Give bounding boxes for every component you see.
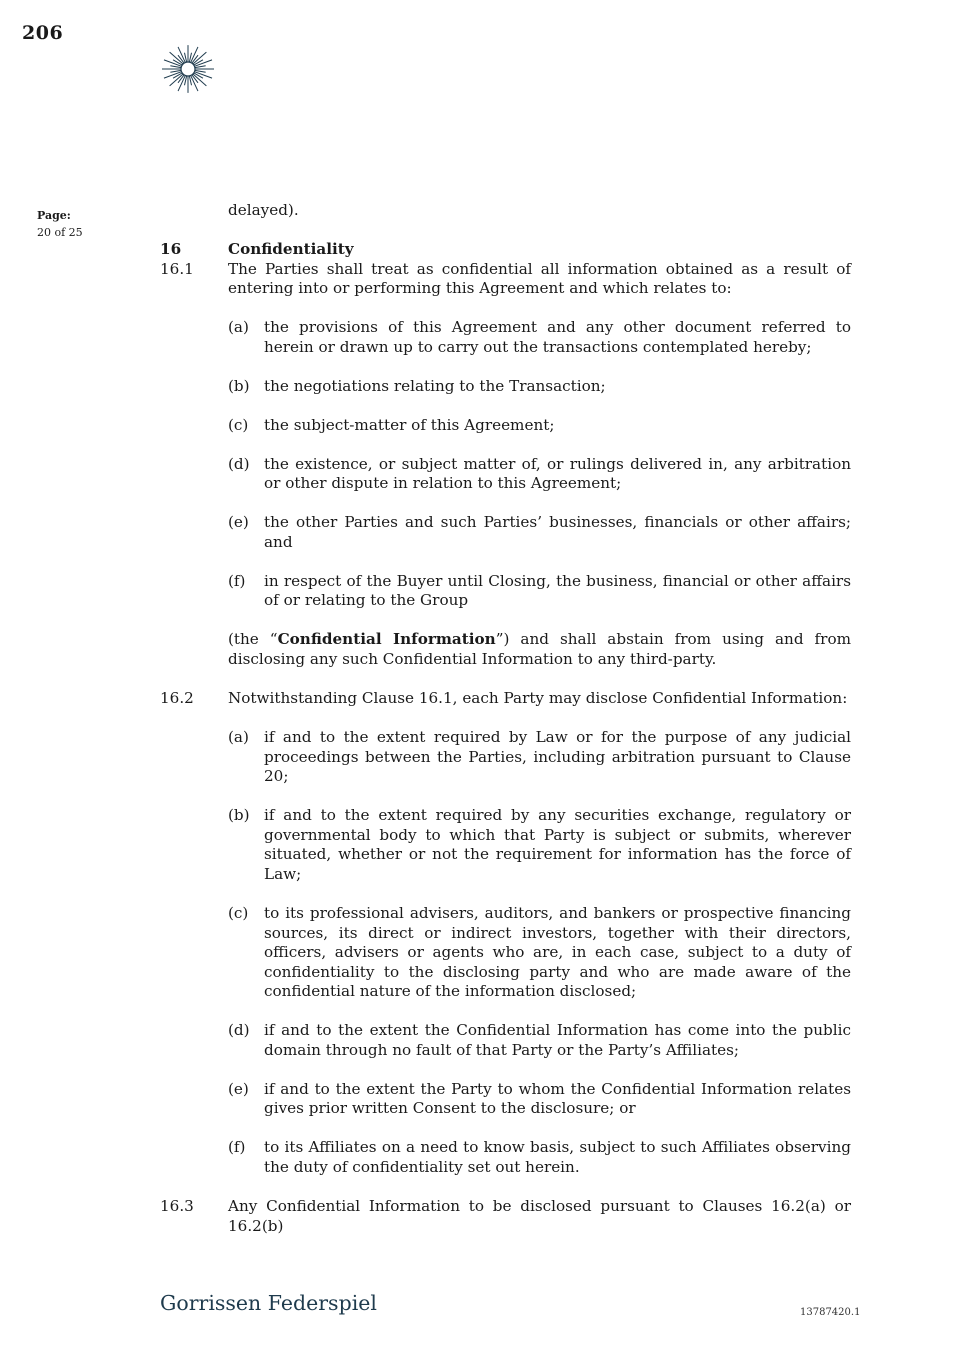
item-label: (e) (228, 1079, 249, 1098)
list-item (228, 728, 851, 787)
document-id: 13787420.1 (800, 1307, 861, 1318)
item-text: the negotiations relating to the Transaction; (264, 376, 606, 395)
footer-brand: Gorrissen Federspiel (160, 1291, 377, 1315)
item-text: if and to the extent required by any securities exchange, regulatory or governmental body to which that Party is subject or submits, wherever situated, whether or not the requirement for information has the force of Law; (264, 806, 851, 883)
item-label: (f) (228, 571, 246, 590)
item-label: (c) (228, 903, 249, 922)
item-label: (c) (228, 415, 249, 434)
clause-16-2 (160, 689, 851, 709)
definition-prefix: (the “ (228, 630, 278, 649)
item-text: if and to the extent the Confidential Information has come into the public domain through no fault of that Party or the Party’s Affiliates; (264, 1021, 851, 1059)
item-label: (b) (228, 376, 250, 395)
item-label: (e) (228, 513, 249, 532)
list-item (228, 1021, 851, 1060)
list-item (228, 904, 851, 1002)
page-info-value: 20 of 25 (37, 226, 83, 239)
starburst-logo-icon (158, 43, 218, 95)
list-item (228, 455, 851, 494)
item-label: (b) (228, 806, 250, 825)
item-text: if and to the extent the Party to whom the Confidential Information relates gives prior written Consent to the disclosure; or (264, 1079, 851, 1118)
page-info (37, 207, 83, 241)
list-item (228, 416, 851, 436)
clause-text: Any Confidential Information to be disclosed pursuant to Clauses 16.2(a) or 16.2(b) (228, 1197, 851, 1235)
section-title: Confidentiality (228, 239, 354, 258)
item-label: (d) (228, 454, 250, 473)
item-text: to its Affiliates on a need to know basis, subject to such Affiliates observing the duty of confidentiality set out herein. (264, 1138, 851, 1177)
defined-term: Confidential Information (277, 630, 496, 649)
list-item (228, 1138, 851, 1177)
item-text: to its professional advisers, auditors, and bankers or prospective financing sources, its direct or indirect investors, together with their directors, officers, advisers or agents who are, in each case, subject to a duty of confidentiality to the disclosing party and who are made aware of the confidential nature of the information disclosed; (264, 903, 851, 1001)
section-heading (160, 240, 851, 260)
carry-over-text: delayed). (228, 201, 299, 219)
item-text: the other Parties and such Parties’ businesses, financials or other affairs; and (264, 513, 851, 551)
clause-number: 16.1 (160, 259, 194, 278)
list-item (228, 318, 851, 357)
list-item (228, 513, 851, 552)
clause-intro: Notwithstanding Clause 16.1, each Party may disclose Confidential Information: (228, 689, 848, 708)
clause-number: 16.2 (160, 689, 194, 708)
page-number: 206 (22, 22, 64, 44)
item-label: (f) (228, 1138, 246, 1157)
list-item (228, 806, 851, 884)
list-item (228, 377, 851, 397)
item-text: the existence, or subject matter of, or rulings delivered in, any arbitration or other dispute in relation to this Agreement; (264, 454, 851, 493)
clause-intro: The Parties shall treat as confidential all information obtained as a result of entering into or performing this Agreement and which relates to: (228, 259, 851, 298)
item-text: the provisions of this Agreement and any other document referred to herein or drawn up to carry out the transactions contemplated hereby; (264, 318, 851, 356)
list-item (228, 1080, 851, 1119)
list-item (228, 572, 851, 611)
item-label: (a) (228, 728, 249, 746)
page-info-label: Page: (37, 209, 71, 222)
item-text: in respect of the Buyer until Closing, the business, financial or other affairs of or relating to the Group (264, 571, 851, 610)
section-number: 16 (160, 239, 182, 258)
clause-number: 16.3 (160, 1197, 194, 1216)
definition-suffix: ”) and shall abstain from using and from disclosing any such Confidential Information to any third-party. (228, 630, 851, 669)
definition-paragraph (228, 630, 851, 669)
item-text: if and to the extent required by Law or for the purpose of any judicial proceedings between the Parties, including arbitration pursuant to Clause 20; (264, 728, 851, 786)
clause-16-1 (160, 260, 851, 299)
item-text: the subject-matter of this Agreement; (264, 415, 555, 434)
item-label: (a) (228, 318, 249, 337)
document-body (160, 201, 851, 1236)
clause-16-3 (160, 1197, 851, 1236)
item-label: (d) (228, 1021, 250, 1040)
